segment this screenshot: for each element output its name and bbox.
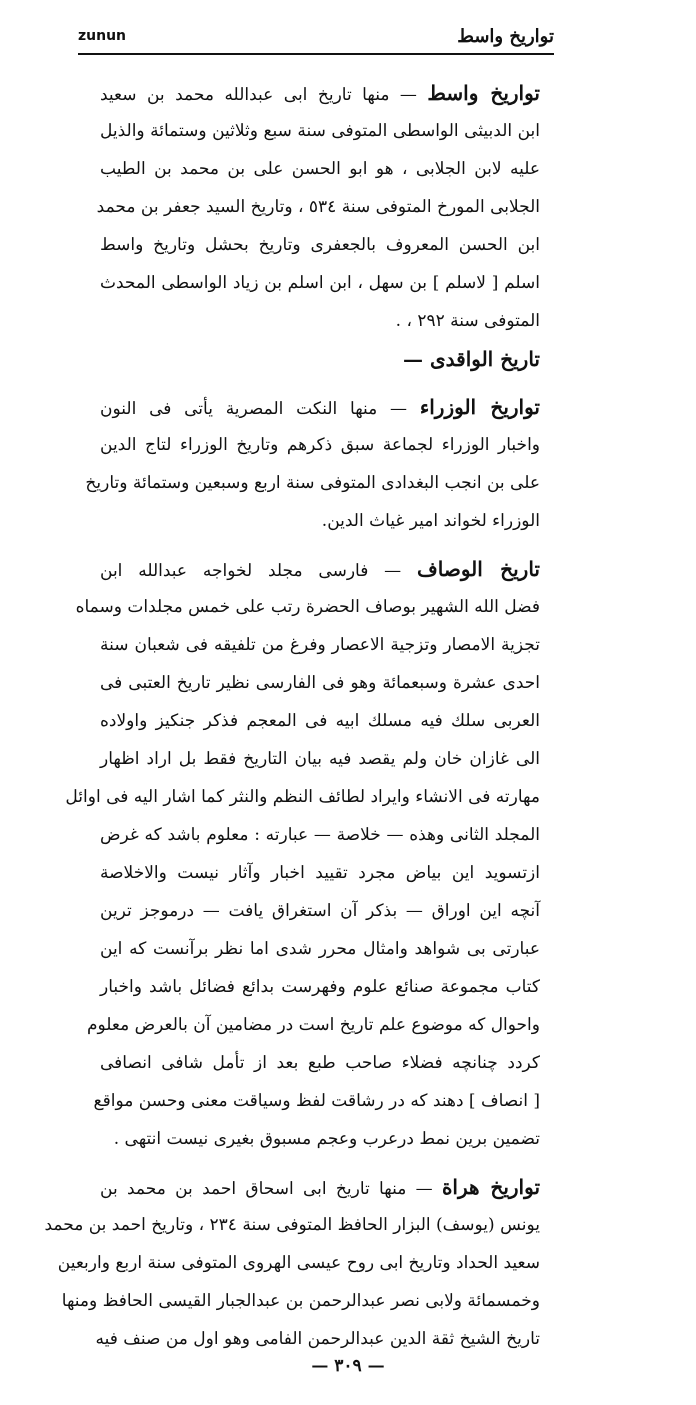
entry-text: — منها النكت المصرية يأتى فى النون (100, 399, 408, 419)
entry-text: — منها تاريخ ابى اسحاق احمد بن محمد بن (100, 1179, 433, 1199)
body-line: المجلد الثانى وهذه — خلاصة — عبارته : معلوم باشد كه غرض (100, 825, 540, 845)
body-line: تضمين برين نمط درعرب وعجم مسبوق بغيرى نيست انتهى . (113, 1129, 540, 1149)
entry-first-line (100, 74, 540, 112)
body-line: وخمسمائة ولابى نصر عبدالرحمن بن عبدالجبار القيسى الحافظ ومنها (61, 1291, 540, 1311)
body-line: يونس (يوسف) البزار الحافظ المتوفى سنة ٢٣٤ ، وتاريخ احمد بن محمد (44, 1215, 540, 1235)
page-header (78, 26, 554, 52)
entry-first-line (100, 1168, 540, 1206)
body-line: الجلابى المورخ المتوفى سنة ٥٣٤ ، وتاريخ السيد جعفر بن محمد (96, 197, 540, 217)
header-rule (78, 53, 554, 55)
body-line: المتوفى سنة ٢٩٢ ، . (395, 311, 540, 331)
body-line: واخبار الوزراء لجماعة سبق ذكرهم وتاريخ الوزراء لتاج الدين (100, 435, 540, 455)
body-line: مهارته فى الانشاء وايراد لطائف النظم والنثر كما اشار اليه فى اوائل (65, 787, 540, 807)
body-line: كردد چنانچه فضلاء صاحب طبع بعد از تأمل شافى انصافى (100, 1053, 540, 1073)
body-line: ازتسويد اين بياض مجرد تقييد اخبار وآثار نيست والاخلاصة (100, 863, 540, 883)
body-line: عبارتى بى شواهد وامثال محرر شدى اما نظر برآنست كه اين (100, 939, 540, 959)
entry-heading: تاريخ الواقدى — (403, 347, 540, 371)
body-line: تاريخ الشيخ ثقة الدين عبدالرحمن الفامى وهو اول من صنف فيه (95, 1329, 540, 1349)
body-line: على بن انجب البغدادى المتوفى سنة اربع وسبعين وستمائة وتاريخ (85, 473, 540, 493)
header-left-text: zunun (78, 28, 127, 44)
entry-first-line (100, 550, 540, 588)
body-line: تجزية الامصار وتزجية الاعصار وفرغ من تلفيقه فى شعبان سنة (100, 635, 540, 655)
entry-text: — منها تاريخ ابى عبدالله محمد بن سعيد (100, 85, 417, 105)
entry-text: — فارسى مجلد لخواجه عبدالله ابن (100, 561, 402, 581)
entry-heading: تاريخ الوصاف (417, 557, 540, 581)
body-line: [ انصاف ] دهند كه در رشاقت لفظ وسياقت معنى وحسن مواقع (93, 1091, 540, 1111)
body-line: الى غازان خان ولم يقصد فيه بيان التاريخ فقط بل اراد اظهار (100, 749, 540, 769)
page-number: — ٣٠٩ — (311, 1356, 385, 1376)
body-line: سعيد الحداد وتاريخ ابى روح عيسى الهروى المتوفى سنة اربع واربعين (57, 1253, 540, 1273)
entry-heading: تواريخ الوزراء (419, 395, 540, 419)
body-line: عليه لابن الجلابى ، هو ابو الحسن على بن محمد بن الطيب (100, 159, 540, 179)
body-line: العربى سلك فيه مسلك ابيه فى المعجم فذكر جنكيز واولاده (100, 711, 540, 731)
body-line: كتاب مجموعة صنائع علوم وفهرست بدائع فضائل باشد واخبار (100, 977, 540, 997)
body-line: ابن الحسن المعروف بالجعفرى وتاريخ بحشل وتاريخ واسط (100, 235, 540, 255)
body-line: فضل الله الشهير بوصاف الحضرة رتب على خمس مجلدات وسماه (75, 597, 540, 617)
body-line: اسلم [ لاسلم ] بن سهل ، ابن اسلم بن زياد الواسطى المحدث (100, 273, 540, 293)
body-line: واحوال كه موضوع علم تاريخ است در مضامين آن بالعرض معلوم (86, 1015, 540, 1035)
entry-heading: تواريخ هراة (441, 1175, 541, 1199)
body-line: آنچه اين اوراق — بذكر آن استغراق يافت — درموجز ترين (100, 901, 540, 921)
entry-first-line (100, 388, 540, 426)
running-title: تواريخ واسط (457, 26, 554, 47)
entry-heading: تواريخ واسط (427, 81, 540, 105)
body-line: احدى عشرة وسبعمائة وهو فى الفارسى نظير تاريخ العتبى فى (100, 673, 540, 693)
body-line: ابن الدبيثى الواسطى المتوفى سنة سبع وثلاثين وستمائة والذيل (100, 121, 540, 141)
body-line: الوزراء لخواند امير غياث الدين. (321, 511, 540, 531)
page-body (44, 74, 541, 1358)
